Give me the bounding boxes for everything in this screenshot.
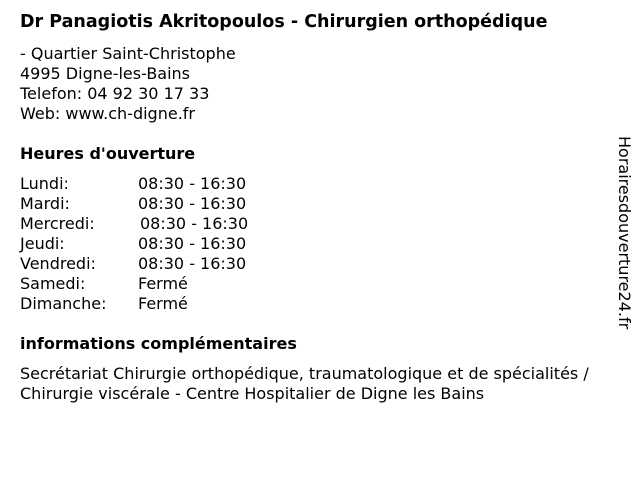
address-city: 4995 Digne-les-Bains	[20, 64, 191, 83]
info-text: Secrétariat Chirurgie orthopédique, traumatologique et de spécialités / Chirurgie viscérale - Centre Hospitalier de Digne les Bains	[20, 364, 589, 403]
hours-day: Vendredi:	[20, 254, 96, 273]
phone-number: Telefon: 04 92 30 17 33	[20, 84, 210, 103]
hours-row	[20, 274, 320, 294]
hours-row	[20, 174, 320, 194]
hours-day: Mardi:	[20, 194, 70, 213]
hours-day: Dimanche:	[20, 294, 107, 313]
address-block	[20, 44, 236, 124]
address-street: - Quartier Saint-Christophe	[20, 44, 236, 63]
hours-row	[20, 254, 320, 274]
website: Web: www.ch-digne.fr	[20, 104, 195, 123]
hours-heading: Heures d'ouverture	[20, 144, 196, 163]
hours-time: Fermé	[138, 294, 188, 313]
page-title: Dr Panagiotis Akritopoulos - Chirurgien orthopédique	[20, 12, 548, 32]
hours-day: Jeudi:	[20, 234, 65, 253]
info-heading: informations complémentaires	[20, 334, 297, 353]
hours-day: Mercredi:	[20, 214, 95, 233]
hours-time: 08:30 - 16:30	[138, 254, 247, 273]
hours-day: Lundi:	[20, 174, 69, 193]
side-watermark: Horairesdouverture24.fr	[615, 136, 634, 330]
hours-row	[20, 214, 320, 234]
hours-row	[20, 294, 320, 314]
hours-time: 08:30 - 16:30	[138, 234, 247, 253]
hours-time: 08:30 - 16:30	[138, 194, 247, 213]
hours-time: Fermé	[138, 274, 188, 293]
hours-row	[20, 234, 320, 254]
hours-day: Samedi:	[20, 274, 86, 293]
hours-time: 08:30 - 16:30	[138, 174, 247, 193]
hours-table	[20, 174, 320, 314]
hours-time: 08:30 - 16:30	[140, 214, 249, 233]
hours-row	[20, 194, 320, 214]
